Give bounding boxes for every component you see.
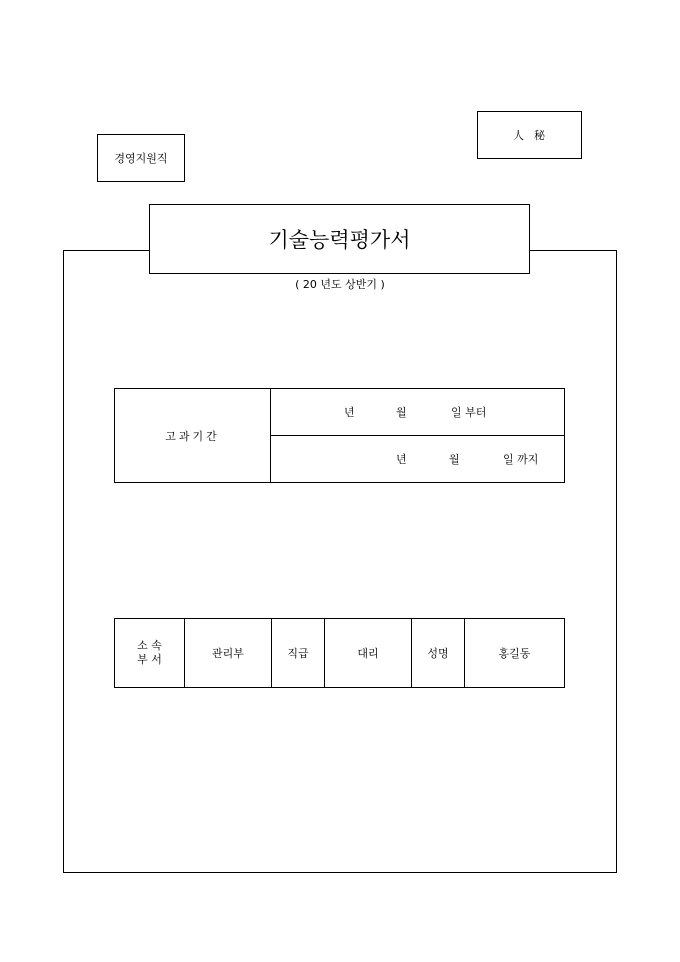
name-value[interactable]: 홍길동 — [465, 619, 565, 688]
period-to-row[interactable] — [271, 436, 565, 483]
from-day-label: 일 부터 — [451, 406, 487, 419]
title-box — [149, 204, 530, 274]
from-month-label: 월 — [396, 406, 407, 419]
department-tag-text: 경영지원직 — [114, 152, 168, 165]
rank-value[interactable]: 대리 — [325, 619, 412, 688]
to-year-label: 년 — [396, 453, 407, 466]
to-month-label: 월 — [449, 453, 460, 466]
name-label: 성명 — [412, 619, 465, 688]
evaluation-period-label: 고과기간 — [115, 389, 271, 483]
employee-info-table — [114, 618, 565, 688]
document-title: 기술능력평가서 — [268, 228, 411, 252]
department-label-line2: 부 서 — [137, 653, 162, 666]
to-day-label: 일 까지 — [503, 453, 539, 466]
confidential-tag-text: 人 秘 — [513, 129, 546, 142]
evaluation-period-table — [114, 388, 565, 483]
period-from-row[interactable] — [271, 389, 565, 436]
department-label-line1: 소 속 — [137, 639, 162, 652]
confidential-tag — [477, 111, 582, 159]
department-label-cell — [115, 619, 185, 688]
from-year-label: 년 — [344, 406, 355, 419]
department-value[interactable]: 관리부 — [185, 619, 272, 688]
rank-label: 직급 — [272, 619, 325, 688]
document-subtitle: ( 20 년도 상반기 ) — [295, 278, 385, 291]
department-tag — [97, 134, 185, 182]
form-frame — [63, 250, 617, 873]
